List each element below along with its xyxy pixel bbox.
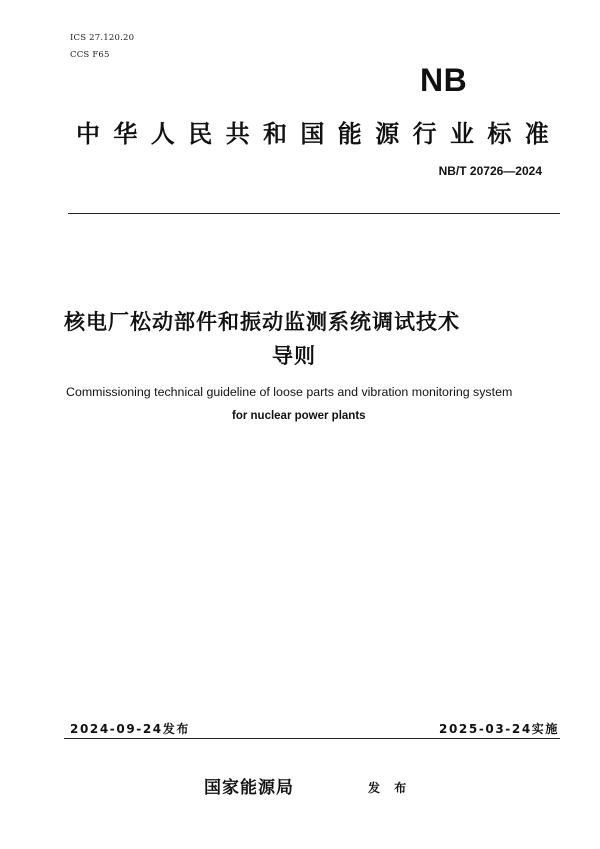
effective-date: 2025-03-24实施	[439, 722, 559, 736]
header-divider	[68, 213, 560, 214]
issuing-authority: 国家能源局	[204, 778, 294, 798]
standard-number: NB/T 20726—2024	[438, 164, 542, 178]
issue-date: 2024-09-24发布	[70, 722, 190, 736]
title-english-line-2: for nuclear power plants	[232, 410, 366, 422]
title-english-line-1: Commissioning technical guideline of loose parts and vibration monitoring system	[66, 385, 513, 399]
issuer-verb: 发 布	[368, 781, 412, 795]
standard-category: 中华人民共和国能源行业标准	[76, 120, 563, 148]
title-chinese-line-2: 导则	[272, 344, 316, 368]
ccs-code: CCS F65	[70, 50, 110, 60]
footer-divider	[64, 738, 560, 739]
ics-code: ICS 27.120.20	[70, 33, 135, 43]
title-chinese-line-1: 核电厂松动部件和振动监测系统调试技术	[64, 310, 460, 334]
nb-logo: NB	[420, 62, 468, 98]
